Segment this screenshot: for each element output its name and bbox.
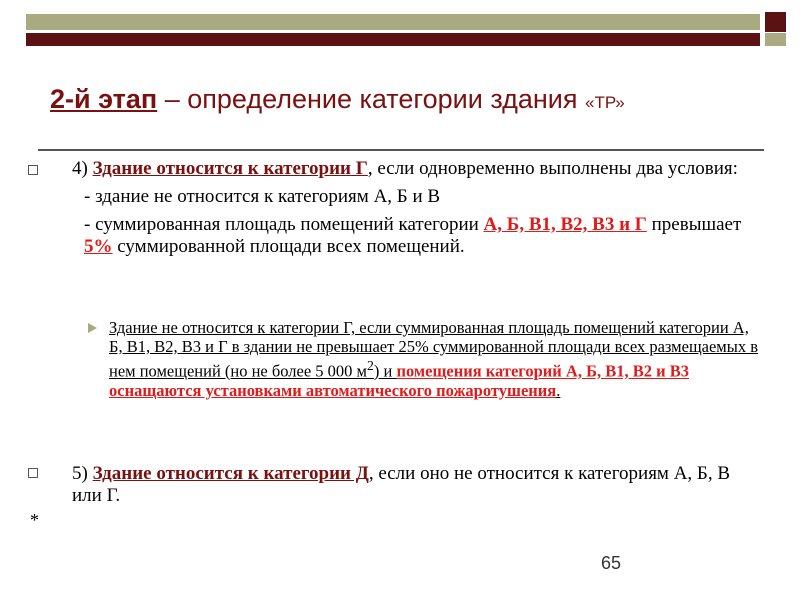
- title-divider: [38, 149, 764, 151]
- superscript: 2: [367, 358, 374, 373]
- condition-2: - суммированная площадь помещений категории А, Б, В1, В2, В3 и Г превышает 5% суммированной площади всех помещений.: [84, 214, 742, 257]
- item-number: 4): [72, 158, 93, 179]
- paragraph-exception: Здание не относится к категории Г, если суммированная площадь помещений категории А, Б, В1, В2, В3 и Г в здании не превышает 25% суммированной площади всех размещаемых в нем помещений (но не более 5 000 $м^2$) и помещения категорий А, Б, В1, В2 и В3 оснащаются установками автоматического пожаротушения.: [109, 318, 758, 400]
- categories-highlight: А, Б, В1, В2, В3 и Г: [483, 214, 647, 235]
- paragraph-category-d: 5) Здание относится к категории Д, если оно не относится к категориям А, Б, В или Г.: [72, 463, 731, 506]
- header-bar-dark: [26, 33, 760, 46]
- slide-title: [50, 84, 625, 115]
- condition-1: - здание не относится к категориям А, Б и В: [84, 186, 441, 207]
- corner-square-olive: [765, 33, 786, 46]
- corner-square-dark: [765, 12, 786, 32]
- category-d-heading: Здание относится к категории Д: [92, 463, 369, 484]
- paragraph-category-g: [72, 158, 762, 258]
- page-number: 65: [601, 553, 622, 573]
- item-number: 5): [72, 463, 93, 484]
- square-bullet-icon: [28, 468, 38, 478]
- percent-highlight: 5%: [84, 236, 113, 257]
- square-bullet-icon: [28, 165, 38, 175]
- title-abbr: «ТР»: [585, 93, 625, 112]
- title-stage: 2-й этап: [50, 84, 158, 114]
- header-bar-olive: [26, 14, 760, 30]
- triangle-bullet-icon: [88, 323, 97, 333]
- condition-intro: , если одновременно выполнены два условия:: [367, 158, 738, 179]
- title-text: – определение категории здания: [157, 84, 585, 114]
- category-g-heading: Здание относится к категории Г: [92, 158, 368, 179]
- asterisk: *: [30, 510, 39, 530]
- sprinkler-highlight: помещения категорий А, Б, В1, В2 и В3 оснащаются установками автоматического пожаротушения: [109, 361, 690, 400]
